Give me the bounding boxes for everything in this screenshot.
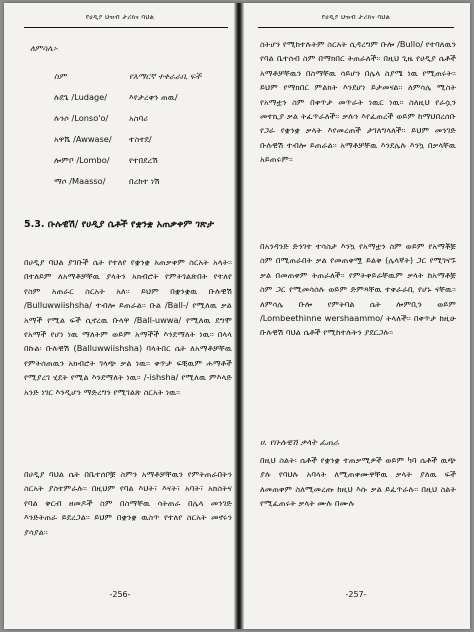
left-page [4,3,236,629]
list-label: ለምሳሌ፡- [30,43,59,53]
book-spread [4,3,470,629]
table-cell-meaning: አስባሪ [129,113,149,123]
table-cell-name: ሉደጌ /Ludage/ [54,92,107,102]
right-paragraph-3: በዚህ ስልት፡ ሴቶች የቋንቋ ተጠቃሚዎች ወይም ካባ ሴቶች ዉጭ ያሉ የባህሉ አባላት ለሚጠቀሙዋቸዉ ቃላት ያለዉ ፍች ለመጠቀም ስለሚመረጡ ከዚህ እሱ ቃል ይፈጥራሉ፡፡ በዚህ ስልት የሚፈጠሩት ቃላት ሙሉ በሙሉ [260,455,456,509]
table-cell-name: አዋሼ /Awwase/ [54,134,112,144]
table-row [54,129,224,150]
table-cell-name: ሎምቦ /Lombo/ [54,155,110,165]
table-header-meaning: የእማርኛ ተቀራራቢ ፍች [129,71,202,81]
right-paragraph-1: ስትሆን የሚከተሉትም ስርአት ሲዳረግም ቡሎ /Bullo/ የተባለዉን የባል ቤተሰብ ስም በማክበር ትጠራለች፡፡ በዚህ ጊዜ የሀዲያ ሴቶች አማቶቻቸዉን በስማቸዉ ሳይሆን በሌላ ስያሜ ነዉ የሚጠሩት፡፡ ይህም የማክበር ምልክት እንደሆነ ይታመናል፡፡ ለምሳሌ ሚስት የአማቷን ስም በቀጥታ መጥራት ነዉር ነዉ፡፡ ስለዚህ የራሷን መተኪያ ቃል ትፈጥራለች፡፡ ቃሉን እየፈጠረች ወይም ከማህበረሰቡ የጋራ የቋንቋ ቃላት እየመረጠች ታገለግላለች፡፡ ይህም መንገድ ቡሉዊሽ ተብሎ ይጠራል፡፡ አማቶቻቸዉ እንደሌሉ እንኳ በቃላቸዉ አይጠሩም፡፡ [260,39,456,165]
right-header-rule [258,27,454,28]
table-header-name: ስም [54,71,67,81]
table-cell-name: ሉንሶ /Lonso'o/ [54,113,109,123]
table-row [54,87,224,108]
table-header-row [54,66,224,87]
table-cell-meaning: የተበደረሽ [129,155,158,165]
table-cell-meaning: እየታረቀን ጠዉ/ [129,92,178,102]
table-row [54,108,224,129]
right-page [242,3,470,629]
names-table [54,66,224,192]
table-cell-meaning: በረከተ ነሽ [129,176,160,186]
left-running-head: የሀዲያ ህዝብ ታሪክና ባህል [85,13,155,21]
right-page-number: -257- [345,590,367,599]
section-title: 5.3. ቡሉዊሽ/ የሀዲያ ሴቶች የቋንቋ አጠቃቀም ገጽታ [24,219,214,230]
left-header-rule [24,27,228,28]
left-paragraph-2: በሀዲያ ባህል ሴት በቤተሰቦቿ ስምን አማቶቻቸዉን የምትጠራበትን ስርአት ያስተምራሉ፡፡ በዚህም የባል እህት፣ እናት፣ አባት፣ አክስትና የባል ቅርብ ዘመዶች ስም በስማቸዉ ሳትጠራ በሌላ መንገድ እንድትጠራ ይደረጋል፡፡ ይህም በቋንቋ ዉስጥ የተለየ ስርአት መኖሩን ያሳያል፡፡ [24,469,232,537]
left-paragraph-1: በሀዲያ ባህል ያገቡች ሴት የተለየ የቋንቋ አጠቃቀም ስርአት አላት፡፡ በተለይም ለአማቶቻቸዉ ያላትን አክብሮት የምትገልጽበት የተለየ የስም አጠራር ስርአት አለ፡፡ ይህም በቋንቋዉ ቡሉዊሽ /Bulluwwiishsha/ ተብሎ ይጠራል፡፡ ቡል /Ball-/ የሚለዉ ቃል አማች የሚል ፍች ሲኖረዉ ቡላዋ /Ball-uwwa/ የሚለዉ ደግሞ የአማች የሆነ ነዉ ማለትም ወይም አማችች እንደማለት ነዉ፡፡ በላላ በኩል፡ ቡሉዊሽ (Balluwwiishsha) ባላትበር ሴት ለአማቶቻቸዉ የምትሰጠዉን አክብሮት ገላጭ ቃል ነዉ፡፡ ቀጥታ ፍቺዉም ሐማቶች የሚያረገ ሂደት የሚል እንደማለት ነዉ፡፡ /-ishsha/ የሚለዉ ምእላድ አንድ ነገር እንዲሆን ማድረግን የሚገልጽ ስርአት ነዉ፡፡ [24,257,232,397]
subsection-title: ሀ. የቡሉዊሽ ቃላት ፈጠራ [260,437,339,447]
right-running-head: የሀዲያ ህዝብ ታሪክና ባህል [321,13,391,21]
table-row [54,171,224,192]
table-row [54,150,224,171]
table-cell-meaning: ተስተደ/ [129,134,152,144]
right-paragraph-2: በአንዳንድ ድንገተ ተሳስታ እንኳ የአማቷን ስም ወይም የአማቾቿ ስም በሚጠራበት ቃል የመጠቀሟ ይልቅ (ሌላኛት) ጋር የሚገናኙ ቃል በመጠቀም ትጠራለች፡፡ የምትቀይራቸዉም ቃላት ከአማቶቿ ስም ጋር የሚመሳሰሉ ወይም ድምጻቸዉ ተቀራራቢ የሆኑ ናቸዉ፡፡ ለምሳሌ ቡሎ የምትባል ሴት ሎምቢን ወይም /Lombeethinne wershaammo/ ትላለች፡፡ በቀጥታ ከዚሁ ቡሉዊሽ ባህል ሴቶች የሚከተሉትን ያደርጋሉ፡፡ [260,241,456,338]
left-page-number: -256- [109,590,131,599]
table-cell-name: ማሶ /Maasso/ [54,176,106,186]
